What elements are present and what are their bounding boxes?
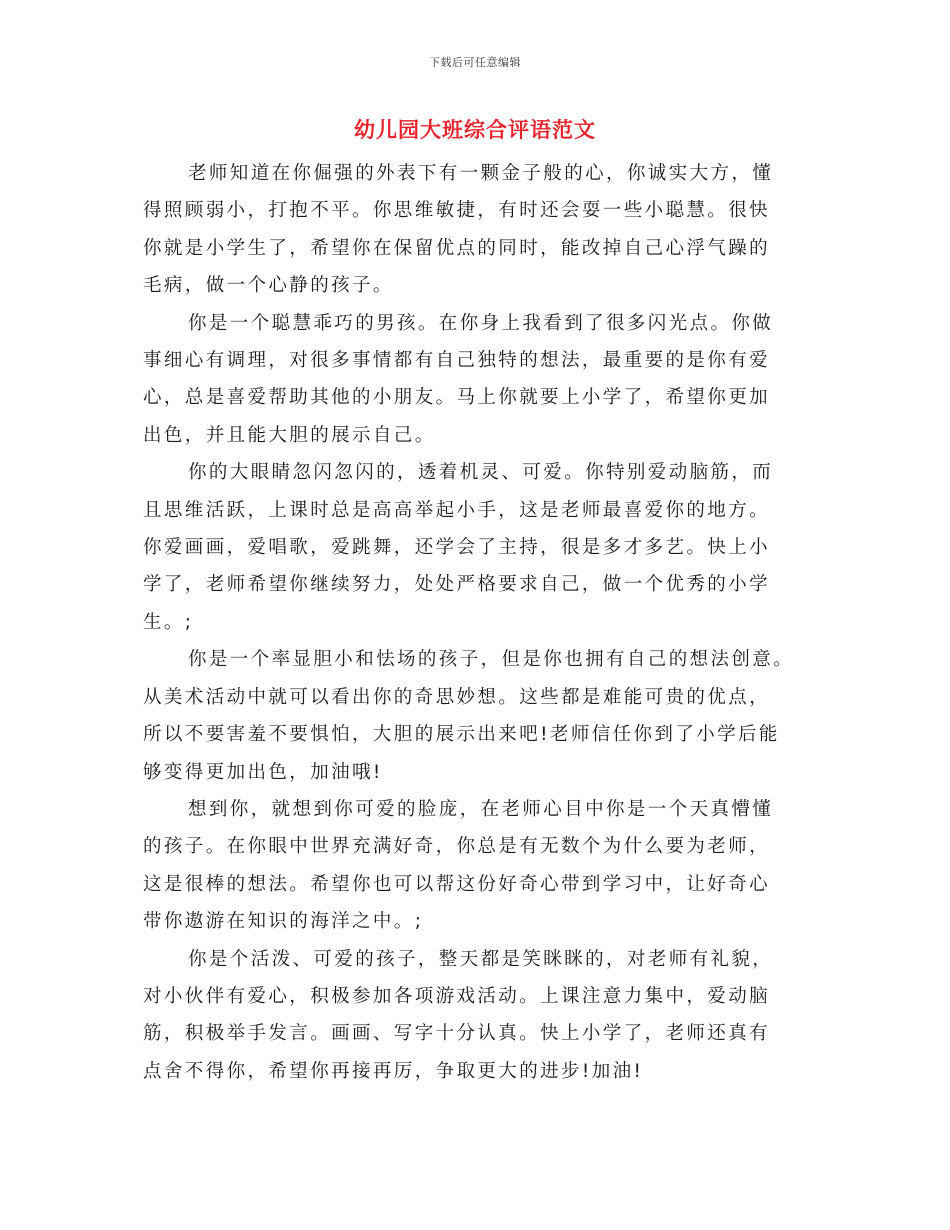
header-note: 下载后可任意编辑 bbox=[429, 56, 521, 69]
paragraph-line: 从美术活动中就可以看出你的奇思妙想。这些都是难能可贵的优点， bbox=[143, 686, 771, 708]
paragraph-line: 毛病，做一个心静的孩子。 bbox=[143, 275, 394, 297]
paragraph bbox=[143, 454, 803, 641]
paragraph-line: 筋，积极举手发言。画画、写字十分认真。快上小学了，老师还真有 bbox=[143, 1023, 771, 1045]
paragraph-line: 学了，老师希望你继续努力，处处严格要求自己，做一个优秀的小学 bbox=[143, 574, 771, 596]
paragraph-line: 出色，并且能大胆的展示自己。 bbox=[143, 424, 436, 446]
paragraph-line: 你的大眼睛忽闪忽闪的，透着机灵、可爱。你特别爱动脑筋，而 bbox=[188, 462, 774, 484]
paragraph-line: 点舍不得你，希望你再接再厉，争取更大的进步!加油! bbox=[143, 1060, 644, 1082]
paragraph bbox=[143, 155, 803, 305]
paragraph bbox=[143, 941, 803, 1091]
paragraph-line: 的孩子。在你眼中世界充满好奇，你总是有无数个为什么要为老师， bbox=[143, 836, 771, 858]
paragraph-line: 你爱画画，爱唱歌，爱跳舞，还学会了主持，很是多才多艺。快上小 bbox=[143, 537, 771, 559]
paragraph-line: 你是个活泼、可爱的孩子，整天都是笑眯眯的，对老师有礼貌， bbox=[188, 948, 774, 970]
paragraph-line: 对小伙伴有爱心，积极参加各项游戏活动。上课注意力集中，爱动脑 bbox=[143, 985, 771, 1007]
paragraph-line: 你是一个率显胆小和怯场的孩子，但是你也拥有自己的想法创意。 bbox=[188, 649, 795, 671]
document-body bbox=[143, 155, 803, 1090]
paragraph-line: 且思维活跃，上课时总是高高举起小手，这是老师最喜爱你的地方。 bbox=[143, 499, 771, 521]
paragraph bbox=[143, 641, 803, 791]
paragraph-line: 想到你，就想到你可爱的脸庞，在老师心目中你是一个天真懵懂 bbox=[188, 798, 774, 820]
paragraph-line: 得照顾弱小，打抱不平。你思维敏捷，有时还会耍一些小聪慧。很快 bbox=[143, 200, 771, 222]
paragraph-line: 带你遨游在知识的海洋之中。; bbox=[143, 911, 424, 933]
paragraph-line: 这是很棒的想法。希望你也可以帮这份好奇心带到学习中，让好奇心 bbox=[143, 873, 771, 895]
paragraph bbox=[143, 305, 803, 455]
paragraph-line: 你是一个聪慧乖巧的男孩。在你身上我看到了很多闪光点。你做 bbox=[188, 312, 774, 334]
paragraph bbox=[143, 791, 803, 941]
paragraph-line: 心，总是喜爱帮助其他的小朋友。马上你就要上小学了，希望你更加 bbox=[143, 387, 771, 409]
paragraph-line: 生。; bbox=[143, 611, 194, 633]
paragraph-line: 所以不要害羞不要惧怕，大胆的展示出来吧!老师信任你到了小学后能 bbox=[143, 724, 780, 746]
paragraph-line: 事细心有调理，对很多事情都有自己独特的想法，最重要的是你有爱 bbox=[143, 350, 771, 372]
document-title: 幼儿园大班综合评语范文 bbox=[354, 118, 596, 142]
paragraph-line: 你就是小学生了，希望你在保留优点的同时，能改掉自己心浮气躁的 bbox=[143, 237, 771, 259]
paragraph-line: 够变得更加出色，加油哦! bbox=[143, 761, 383, 783]
paragraph-line: 老师知道在你倔强的外表下有一颗金子般的心，你诚实大方，懂 bbox=[188, 163, 774, 184]
